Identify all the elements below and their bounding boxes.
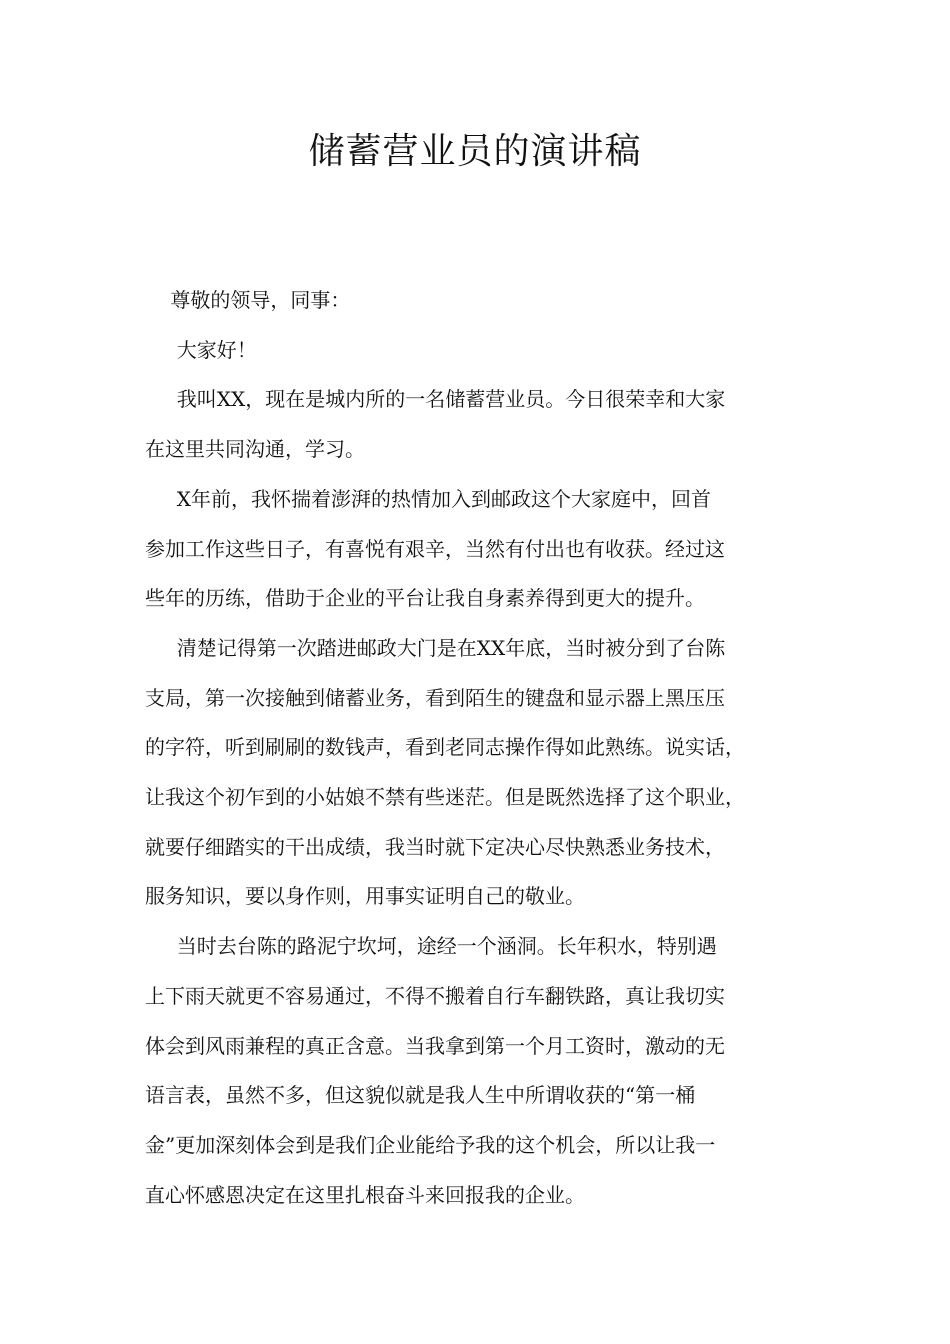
- text-line: 清楚记得第一次踏进邮政大门是在XX年底，当时被分到了台陈: [145, 635, 726, 660]
- text-line: 支局，第一次接触到储蓄业务，看到陌生的键盘和显示器上黑压压: [145, 685, 725, 710]
- text-line: 大家好！: [145, 337, 257, 362]
- text-line: 的字符，听到刷刷的数钱声，看到老同志操作得如此熟练。说实话，: [145, 735, 745, 760]
- text-line: 尊敬的领导，同事：: [145, 288, 351, 312]
- text-line: 上下雨天就更不容易通过，不得不搬着自行车翻铁路，真让我切实: [145, 983, 725, 1008]
- text-line: 我叫XX，现在是城内所的一名储蓄营业员。今日很荣幸和大家: [145, 387, 726, 412]
- text-line: 参加工作这些日子，有喜悦有艰辛，当然有付出也有收获。经过这: [145, 536, 725, 561]
- text-line: 当时去台陈的路泥宁坎坷，途经一个涵洞。长年积水，特别遇: [145, 934, 717, 959]
- text-line: 让我这个初乍到的小姑娘不禁有些迷茫。但是既然选择了这个职业，: [145, 785, 745, 810]
- text-line: 服务知识，要以身作则，用事实证明自己的敬业。: [145, 884, 585, 909]
- text-line: 直心怀感恩决定在这里扎根奋斗来回报我的企业。: [145, 1182, 585, 1207]
- text-line: X年前，我怀揣着澎湃的热情加入到邮政这个大家庭中，回首: [145, 486, 712, 511]
- text-line: 就要仔细踏实的干出成绩，我当时就下定决心尽快熟悉业务技术，: [145, 834, 725, 859]
- text-line: 语言表，虽然不多，但这貌似就是我人生中所谓收获的“第一桶: [145, 1083, 696, 1108]
- text-line: 在这里共同沟通，学习。: [145, 437, 365, 462]
- text-line: 体会到风雨兼程的真正含意。当我拿到第一个月工资时，激动的无: [145, 1033, 725, 1058]
- text-line: 些年的历练，借助于企业的平台让我自身素养得到更大的提升。: [145, 586, 705, 611]
- text-line: 金”更加深刻体会到是我们企业能给予我的这个机会，所以让我一: [145, 1132, 716, 1157]
- document-body: [145, 276, 825, 1220]
- document-title: 储蓄营业员的演讲稿: [308, 131, 642, 172]
